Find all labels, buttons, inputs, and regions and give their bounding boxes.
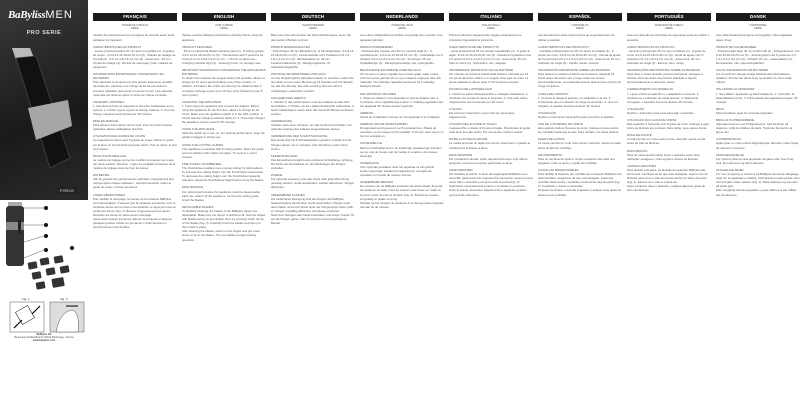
section-heading: MAINTENANCE [182, 185, 204, 190]
language-column-english [182, 13, 266, 242]
language-header: PORTUGUÊS [627, 13, 711, 21]
section-heading: BRUG [716, 106, 725, 111]
section-heading: MANUTENÇÃO [627, 148, 648, 153]
section-text: Per prestazioni ottimali, pulire l'apparecchio dopo ogni utilizzo: spegnere, rimuovere la guida, spazzolare le lame. [449, 156, 529, 165]
section-text: Schalter nach oben schieben, um das Gerät einzuschalten. Für optimale Leistung den Adapter angeschlossen lassen. [271, 123, 352, 132]
section-text: For optimal ydeevne skal apparatet rengøres efter hver brug: sluk, fjern kammen og børst skærene. [716, 156, 794, 165]
section-text: La molette de réglage permet de modifier la longueur de coupe par demi-position. Attention : régler au préalable la hauteur de la molette de réglage avant de fixer les lames. [93, 157, 176, 171]
model-badge: FORCE [60, 188, 74, 193]
section-text: De messen van de BaByliss tondeuse zijn afneembaar. Zorg dat de tondeuse uit staat, houd de messen naar boven en maak ze los door onder de punt te drukken (Fig. 2). Borstel de messen zorgvuldig en plaats ze terug. [360, 184, 443, 201]
section-text: Este aparato incluye 8 peines de corte. Coloque el peine sobre las cuchillas hasta que encaje. Para retirarlo, tire hacia delante. [538, 126, 620, 135]
section-heading: UTILIZZO DELLE GUIDE DI TAGLIO [449, 122, 497, 127]
section-text: Lees deze veiligheidsvoorschriften zorgvuldig door voordat u het apparaat gebruikt. [360, 33, 443, 42]
section-text: Voor optimale prestaties moet het apparaat na elk gebruik worden gereinigd: schakel het apparaat uit, verwijder de opzetkam en borstel de messen schoon. [360, 164, 435, 178]
section-text: Hjulet giver en mere præcis klippelængde. Bemærk: juster hjulet, før skærene monteres. [716, 141, 800, 150]
section-text: Leia com atenção as instruções de segurança antes de utilizar o aparelho. [627, 33, 710, 42]
section-text: - Lâminas profissionais 45 mm aço inoxidável (1) - 8 guias de corte: 3-6-9-12-15-18-22-25 mm (5) - Roda de ajuste com 5 posições 0,5-1,2-1,8-2,4-3,0 mm (2) - Autonomia: 45 min - Indicador de carga (3) - Escova, óleo, estojo [627, 48, 706, 65]
section-text: La rueda permite un corte más preciso. Atención: ajuste la rueda antes de fijar las cuchillas. [538, 141, 621, 150]
section-heading: CARATTERISTICHE DEL PRODOTTO [449, 44, 500, 49]
product-subtitle: TONDEUSE CHEVEUX E980E [121, 24, 149, 31]
section-text: 1. Stecker in das Gerät stecken und den Adapter an das Netz anschließen. 2. Prüfen, ob die Ladekontrollleuchte aufleuchtet. 3. Nach vollständigem Laden kann das Gerät 45 Minuten betrieben werden. [271, 99, 355, 116]
section-text: Das Gerät wird mit 8 Schnittaufsätzen geliefert. Aufsatz auf die Klingen setzen, bis er einrastet. Zum Abnehmen nach vorne ziehen. [271, 138, 352, 151]
section-heading: INFORMAÇÕES IMPORTANTES SOBRE AS BATERIAS [627, 68, 701, 73]
section-text: Afin de garantir des performances optimales, l'appareil doit être nettoyé après chaque utilisation : éteindre l'appareil, retirer le guide de coupe, brosser les lames. [93, 177, 175, 190]
section-text: Após a limpeza, ligue o aparelho e aplique algumas gotas de óleo nas lâminas. [627, 184, 706, 193]
section-heading: GEBRUIK [360, 110, 374, 115]
section-heading: INFORMAZIONI IMPORTANTI SULLE BATTERIE [449, 68, 514, 73]
section-text: Far scorrere l'interruttore verso l'alto per accendere l'apparecchio. [449, 110, 515, 119]
section-text: For at opnå den længst mulige batterilevetid skal batteriet oplades i 16 timer før første brug og derefter ca. hver tredje måned. [716, 72, 792, 85]
section-heading: FINE-TUNING THUMBWHEEL [182, 161, 222, 166]
section-heading: INSTELWIELTJE [360, 141, 382, 146]
section-heading: CARACTERÍSTICAS DEL PRODUCTO [538, 44, 589, 49]
product-subtitle: HAARSCHNEIDER E980E [302, 24, 324, 31]
section-text: Prima di utilizzare l'apparecchio, leggere attentamente le indicazioni riguardanti la sicurezza. [449, 33, 522, 42]
product-subtitle: HÅRTRIMMER E980E [749, 24, 767, 31]
company-address: 99 avenue Aristide Briand, 92120 Montrouge - France [14, 336, 74, 340]
section-text: Das Einstellrad ermöglicht eine präzisere Schnittlänge. Achtung: Die Höhe des Einstellrads vor dem Befestigen der Klingen einstellen. [271, 157, 354, 171]
language-header: ITALIANO [449, 13, 533, 21]
section-heading: ROTELLA DI REGOLAZIONE [449, 137, 488, 142]
section-heading: BELANGRIJKE INFORMATIE OVER DE ACCU [360, 68, 421, 73]
section-heading: CARACTÉRISTIQUES DU PRODUIT [93, 44, 142, 49]
language-column-français [93, 13, 177, 229]
section-heading: JUSTERINGSHJUL [716, 137, 742, 142]
section-text: Después de limpiar, encienda el aparato y aplique unas gotas de aceite en las cuchillas. [538, 188, 621, 197]
section-text: Um die längstmögliche Akkulebensdauer zu erreichen, laden Sie den Akku vor der ersten Benutzung 16 Stunden auf und danach ca. alle drei Monate. Die volle Leistung wird erst nach 3 vollständigen Ladezyklen erreicht. [271, 76, 354, 93]
section-heading: CARREGAMENTO DO APARELHO [627, 87, 673, 92]
section-text: For optimal performance the appliance must be cleaned after each use: switch off the appliance, remove the cutting guide, brush the blades. [182, 189, 261, 202]
section-text: Apparatet leveres med 8 klippekamme. Sæt kammen på skærene, indtil den klikker på plads. Træk den fremad for at fjerne den. [716, 122, 793, 135]
product-subtitle: TAGLIACAPELLI E980E [481, 24, 501, 31]
section-text: - Profi-Klingen 45 mm Edelstahl (1) - 8 Schnittaufsätze: 3-6-9-12-15-18-22-25 mm (5) - Feineinstellrad mit 5 Positionen 0,5-1,2-1,8-2,4-3,0 mm (2) - Betriebsdauer ca. 45 min - Ladekontrollleuchte (3) - Reinigungsbürste, Öl, Aufbewahrungskoffer [271, 48, 355, 70]
section-text: Per ottenere la massima durata della batteria, caricarla per 16 ore prima del primo utilizzo e in seguito circa ogni tre mesi. La piena capacità si ottiene dopo 3 cicli di carica completi. [449, 72, 529, 85]
fig1-label: Fig. 1 [22, 297, 30, 301]
section-text: - 45mm professional blades stainless steel (1) - 8 cutting guides: 3-6-9-12-15-18-22-25 mm (5) - Thumbwheel with 5 positions for tuning 0.5-1.2-1.8-2.4-3.0 mm (2) - ≈ 45 min cordless use - Charging indicator light (3) - Cleaning brush, oil, storage case [182, 48, 265, 65]
section-heading: CARGA DEL APARATO [538, 91, 569, 96]
company-website: www.babyliss.com [32, 339, 56, 343]
section-heading: ABNEHMBARE KLINGEN [271, 192, 305, 197]
section-text: Om de accu zo lang mogelijk mee te laten gaan, laadt u deze vóór het eerste gebruik 16 uur op en daarna ongeveer elke drie maanden. De volledige capaciteit wordt pas na 3 volledige laadcycli bereikt. [360, 72, 441, 89]
language-column-português [627, 13, 711, 193]
section-heading: USING THE CUTTING GUIDES [182, 142, 224, 147]
fig2-label: Fig. 2 [60, 297, 68, 301]
language-column-deutsch [271, 13, 355, 225]
section-text: 1. Insert plug into appliance and connect the adaptor. Before using the appliance for the first time, allow it to charge for 16 hours. Make sure the appliance switch is in the OFF position. 2. Check that the charging indicator lights on. 3. Once fully charged, the appliance can be used for 45 minutes. [182, 103, 266, 125]
section-text: Per facilitare la pulizia, le lame del tagliacapelli BaByliss sono rimovibili. Assicurarsi che l'apparecchio sia spento, tenere le lame verso l'alto e staccarle premendo sotto la punta (Fig. 2). Spazzolare accuratamente le lame e rimetterle in posizione. [449, 172, 533, 189]
language-column-español [538, 13, 622, 197]
section-heading: AUFLADEN DES GERÄTS [271, 95, 306, 100]
section-text: Deslice el interruptor hacia arriba para encender el aparato. [538, 115, 615, 119]
section-heading: MOLETTE DE RÉGLAGE [93, 153, 127, 158]
section-text: To obtain and maintain the longest battery life possible, allow it to charge for 16 hours approximately every three months. In addition, full battery life of this unit will only be obtained after 3 complete recharge cycles (one 16 hour cycle followed by two 8 hour cycles). [182, 76, 266, 97]
section-text: Efter rengøring tændes apparatet, og der påføres et par dråber olie på skærene. [716, 188, 797, 197]
section-heading: UTILIZAÇÃO DAS GUIAS DE CORTE [627, 118, 677, 122]
section-text: The thumbwheel enables more precise cutting by half positions. To increase the cutting height, turn the thumbwheel downwards. To decrease the cutting height, turn the thumbwheel upwards. Attention: adjust the thumbwheel height before fixing the blades. [182, 166, 265, 183]
section-text: 1. Inserire la spina nell'apparecchio e collegare l'adattatore. 2. Verificare che la spia di carica si accenda. 3. Una volta carico, l'apparecchio può funzionare per 45 minuti. [449, 91, 529, 104]
series-label: PRO SERIE [26, 30, 62, 36]
section-heading: MISE EN MARCHE [93, 119, 119, 124]
section-text: Cet appareil est fourni avec 8 guides de coupe. Placer le guide sur la lame en l'enclenchant jusqu'au déclic. Pour le retirer, le tirer vers l'avant. [93, 138, 178, 151]
section-heading: CHARGING THE APPLIANCE [182, 99, 221, 104]
section-heading: PRODUCT FEATURES [182, 44, 213, 49]
section-heading: USO DE LOS PEINES DE CORTE [538, 122, 583, 127]
section-heading: PFLEGE [271, 173, 283, 178]
language-column-nederlands [360, 13, 444, 209]
section-text: A roda permite um corte mais preciso. Atenção: ajuste a roda antes de fixar as lâminas. [627, 137, 706, 146]
section-heading: AFTAGELIGE SKÆR [716, 167, 744, 172]
section-heading: RODA DE AJUSTE [627, 133, 652, 138]
section-text: La rotella permette un taglio più preciso. Attenzione: regolare la rotella prima di fissare le lame. [449, 141, 530, 150]
section-text: Para um desempenho ideal, limpe o aparelho após cada utilização: desligue-o, retire a guia e escove as lâminas. [627, 152, 700, 161]
section-heading: ONDERHOUD [360, 160, 379, 165]
section-text: 1. Introduire la fiche de l'appareil et brancher l'adaptateur sur le secteur. 2. Vérifier que le voyant de charge s'allume. 3. Une fois chargé, l'appareil peut fonctionner 45 minutes. [93, 103, 175, 116]
section-text: Para obter a maior duração possível da bateria, carregue-a durante 16 horas antes da primeira utilização e depois aproximadamente a cada três meses. [627, 72, 703, 85]
section-text: Este aparelho é fornecido com 8 guias de corte. Coloque a guia sobre as lâminas até encaixar. Para retirar, puxe para a frente. [627, 122, 709, 131]
language-header: DANSK [716, 13, 800, 21]
language-header: ENGLISH [182, 13, 266, 21]
section-text: 1. Sæt stikket i apparatet og tilslut adapteren. 2. Kontroller, at ladeindikatoren lyser. 3. Fuldt opladet kan apparatet bruges i 45 minutter. [716, 91, 798, 104]
brand-logo: BaBylissMEN [8, 9, 73, 21]
section-text: For nem rengøring er skærene på BaByliss trimmeren aftagelige. Sørg for, at apparatet er slukket, hold skærene opad og løsn dem ved at trykke under spidsen (Fig. 2). Børst skærene og sæt dem på plads igen. [716, 172, 800, 189]
section-text: Lea atentamente estas instrucciones de seguridad antes de utilizar el aparato. [538, 33, 615, 42]
section-heading: RICARICA DELL'APPARECCHIO [449, 87, 493, 92]
section-text: Skub kontakten opad for at tænde apparatet. [716, 110, 774, 115]
language-header: FRANÇAIS [93, 13, 177, 21]
section-heading: BRUG AF KLIPPEKAMMENE [716, 118, 755, 122]
section-text: Schakel na het reinigen de tondeuse in en breng enkele druppels olie aan op de messen. [360, 200, 444, 209]
product-subtitle: APARADOR DE CABELO E980E [654, 24, 684, 31]
section-heading: MANTENIMIENTO [538, 152, 563, 157]
clipper-photo [10, 48, 80, 196]
section-text: Slide the switch up to turn on. For optimal performance, keep the adaptor plugged in during use. [182, 131, 265, 140]
section-heading: CHARGER L'APPAREIL [93, 99, 125, 104]
section-heading: INFORMACIÓN IMPORTANTE SOBRE LAS BATERÍAS [538, 68, 611, 73]
section-heading: VIGTIG INFORMATION OM BATTERIET [716, 68, 769, 73]
section-text: Veuillez lire attentivement les consignes de sécurité avant toute utilisation de l'appareil. [93, 33, 175, 42]
section-heading: DETACHABLE BLADES [182, 204, 214, 209]
section-heading: UTILIZZO [449, 106, 462, 111]
section-heading: CUCHILLAS DESMONTABLES [538, 167, 579, 172]
section-text: Schuif de schakelaar omhoog om het apparaat in te schakelen. [360, 115, 441, 119]
product-subtitle: HAIR CLIPPER E980E [215, 24, 233, 31]
section-text: Para obtener la máxima duración de la batería, cárguela 16 horas antes del primer uso y luego cada tres meses aproximadamente. La capacidad total se alcanza tras 3 ciclos de carga completos. [538, 72, 621, 89]
product-subtitle: TONDEUSE HAAR E980E [391, 24, 413, 31]
section-text: L'apparecchio è dotato di 8 guide di taglio. Posizionare la guida sulle lame fino allo scatto. Per rimuoverla, tirarla in avanti. [449, 126, 530, 135]
section-heading: INFORMATIONS IMPORTANTES CONCERNANT LES BATTERIES [93, 72, 164, 81]
section-text: Bitte lesen Sie aufmerksam die Sicherheitshinweise, bevor Sie das Gerät in Betrieb nehmen. [271, 33, 352, 42]
cover-panel [0, 0, 88, 200]
section-heading: AFNEEMBARE MESSEN [360, 180, 393, 185]
language-column-dansk [716, 13, 800, 197]
section-text: Dit apparaat wordt geleverd met 8 opzetkammen. Plaats de opzetkam op de messen tot hij vastklikt. Trek hem naar voren om hem te verwijderen. [360, 126, 444, 139]
section-heading: LAME RIMOVIBILI [449, 167, 474, 172]
section-heading: VERWENDUNG DER SCHNITTAUFSÄTZE [271, 134, 328, 139]
section-heading: LAMES DÉMONTABLES [93, 192, 126, 197]
section-text: - Lames professionnelles 45 mm acier inoxydable (1) - 8 guides de coupe : 3-6-9-12-15-18-22-25 mm (5) - Molette de réglage de 5 positions : 0,5-1,2-1,8-2,4-3,0 mm (2) - Autonomie : 45 min - Voyant de charge (3) - Brosse de nettoyage, huile, mallette de rangement [93, 48, 176, 70]
section-text: Zur einfacheren Reinigung sind die Klingen des BaByliss-Haarschneiders abnehmbar. Gerät ausschalten, Klingen nach oben halten und durch Druck unter der Klingenspitze lösen (Abb. 2). Klingen sorgfältig abbürsten und wieder einsetzen. [271, 196, 354, 213]
section-text: - Professionelle skær 45 mm rustfrit stål (1) - 8 klippekamme: 3-6-9-12-15-18-22-25 mm (5) - Justeringshjul med 5 positioner 0,5-1,2-1,8-2,4-3,0 mm (2) - Driftstid: 45 min - Ladeindikator (3) - Rensebørste, olie, opbevaringskuffert [716, 48, 801, 65]
section-text: Para un rendimiento óptimo, limpie el aparato tras cada uso: apáguelo, retire el peine y cepille las cuchillas. [538, 156, 616, 165]
section-text: - Cuchillas profesionales de 45 mm acero inoxidable (1) - 8 peines de corte: 3-6-9-12-15-18-22-25 mm (5) - Rueda de ajuste de 5 posiciones 0,5-1,2-1,8-2,4-3,0 mm (2) - Autonomía: 45 min - Indicador de carga (3) - Cepillo, aceite, estuche [538, 48, 622, 65]
section-text: Nach dem Reinigen das Gerät einschalten und einige Tropfen Öl auf die Klingen geben. Das Öl sorgt für einen langlebigeren Betrieb. [271, 212, 354, 226]
section-text: Please read the following instructions carefully before using the appliance. [182, 33, 263, 42]
section-heading: OPLADNING AF APPARATET [716, 87, 755, 92]
section-heading: GEBRUIK VAN DE OPZETKAMMEN [360, 122, 408, 127]
section-text: This appliance is supplied with 8 cutting guides. Place the guide onto the blades until it clicks into place. To remove it, pull it forward. [182, 146, 264, 159]
section-heading: WICHTIGE INFORMATIONEN ZUM AKKU [271, 72, 326, 77]
section-text: - Professionele messen van 45 mm roestvrij staal (1) - 8 opzetkammen: 3-6-9-12-15-18-22-25 mm (5) - Instelwieltje met 5 standen 0,5-1,2-1,8-2,4-3,0 mm (2) - Snoerloos: 45 min - Oplaadlampje (3) - Reinigingsborsteltje, olie, opbergkoffer [360, 48, 443, 65]
section-heading: IMPORTANT INFORMATION CONCERNING THE APPLIANCE'S BATTERIES [182, 68, 266, 77]
section-heading: USING THE APPLIANCE [182, 127, 215, 132]
section-text: Faire glisser l'interrupteur vers le haut. Pour les performances optimales, laisser l'adaptateur branché. [93, 123, 172, 132]
section-heading: ENTRETIEN [93, 173, 110, 178]
section-heading: PRODUCTKENMERKEN [360, 44, 393, 49]
language-column-italiano [449, 13, 533, 197]
section-text: Para facilitar la limpieza, las cuchillas del cortapelos BaByliss son desmontables. Asegúrese de que esté apagado, sujete las cuchillas hacia arriba y suéltelas presionando bajo la punta (Fig. 2). Cepíllelas y vuelva a colocarlas. [538, 172, 622, 189]
section-text: To facilitate cleaning, the blades of the BaByliss clipper are detachable. Make sure the clipper is switched off, hold the clipper with blades facing up and detach them by pressing under the tip of the blades (Fig. 2). Carefully brush the blades and then put them back in place. [182, 208, 266, 230]
language-header: ESPAÑOL [538, 13, 622, 21]
language-header: DEUTSCH [271, 13, 355, 21]
section-heading: UTILIZACIÓN [538, 110, 556, 115]
section-text: Læs sikkerhedsanvisningerne omhyggeligt, inden apparatet tages i brug. [716, 33, 793, 42]
section-text: Pour atteindre et conserver la plus grande autonomie possible des batteries, effectuez une charge de 16 heures avant la première utilisation puis environ tous les 6 mois. Une capacité maximale est obtenue après 3 cycles de charge complets. [93, 80, 173, 97]
product-subtitle: CORTAPELOS E980E [571, 24, 589, 31]
section-text: Para facilitar a limpeza, as lâminas do aparador BaByliss são amovíveis. Certifique-se de que está desligado, segure com as lâminas para cima e solte-as pressionando por baixo da ponta (Fig. 2). Escove-as e volte a colocá-las. [627, 167, 708, 185]
section-text: After cleaning the blades, switch on the clipper and put a few drops of oil on the blades. The oil enables a longer-lasting operation. [182, 229, 260, 242]
section-heading: PRODUKTETS EGENSKABER [716, 44, 757, 49]
section-text: Dopo la pulizia, accendere l'apparecchio e applicare qualche goccia d'olio sulle lame. [449, 188, 527, 197]
section-text: 1. Ligue a ficha ao aparelho e o adaptador à corrente. 2. Verifique se o indicador de carga acende. 3. Totalmente carregado, o aparelho funciona durante 45 minutos. [627, 91, 700, 104]
section-text: Après avoir nettoyé les lames, allumer la tondeuse et déposer quelques gouttes d'huile sur les lames. L'huile favorise un fonctionnement plus durable. [93, 217, 173, 230]
section-heading: FEINEINSTELLRAD [271, 153, 298, 158]
section-text: Met het instelwieltje kunt u de kniplengte nauwkeuriger instellen. Let op: stel de hoogte van het wieltje in voordat u de messen bevestigt. [360, 145, 443, 158]
section-heading: CARACTERÍSTICAS DO PRODUTO [627, 44, 675, 49]
clipper-diagram [0, 200, 88, 350]
section-text: Pour faciliter le nettoyage, les lames de la tondeuse BaByliss sont démontables. S'assurer que la tondeuse est éteinte, tenir la tondeuse lames vers le haut et les détacher en appuyant sous la pointe des lames (Fig. 2). Brosser soigneusement les lames. Remettre les lames en place après nettoyage. [93, 196, 176, 217]
section-heading: UTILISATION DES GUIDES DE COUPE [93, 134, 146, 139]
section-heading: VERWENDUNG [271, 119, 293, 124]
section-text: - Lame professionali 45 mm acciaio inossidabile (1) - 8 guide di taglio: 3-6-9-12-15-18-22-25 mm (5) - Rotella di regolazione fine a 5 posizioni 0,5-1,2-1,8-2,4-3,0 mm (2) - Autonomia: 45 min - Spia di carica (3) - Spazzolino, olio, valigetta [449, 48, 531, 65]
section-heading: MANUTENZIONE [449, 152, 473, 157]
section-heading: RUEDA DE AJUSTE [538, 137, 565, 142]
section-heading: UTILIZAÇÃO [627, 106, 645, 111]
section-text: Deslize o interruptor para cima para ligar o aparelho. [627, 110, 695, 115]
section-text: 1. Steek de stekker in het apparaat en sluit de adapter aan. 2. Controleer of het oplaadlampje brandt. 3. Volledig opgeladen kan het apparaat 45 minuten worden gebruikt. [360, 95, 444, 108]
section-text: Für optimale Leistung muss das Gerät nach jeder Benutzung gereinigt werden: Gerät ausschalten, Aufsatz abnehmen, Klingen abbürsten. [271, 177, 355, 190]
section-heading: PRODUKTEIGENSCHAFTEN [271, 44, 310, 49]
figures [0, 200, 88, 407]
section-heading: HET APPARAAT OPLADEN [360, 91, 396, 96]
section-heading: VEDLIGEHOLDELSE [716, 152, 744, 157]
section-text: 1. Conecte la clavija al aparato y el adaptador a la red. 2. Compruebe que el indicador de carga se enciende. 3. Una vez cargado, el aparato funciona durante 45 minutos. [538, 95, 619, 108]
section-heading: LÂMINAS AMOVÍVEIS [627, 163, 657, 168]
company-name: BaByliss SA [36, 333, 52, 336]
language-header: NEDERLANDS [360, 13, 444, 21]
